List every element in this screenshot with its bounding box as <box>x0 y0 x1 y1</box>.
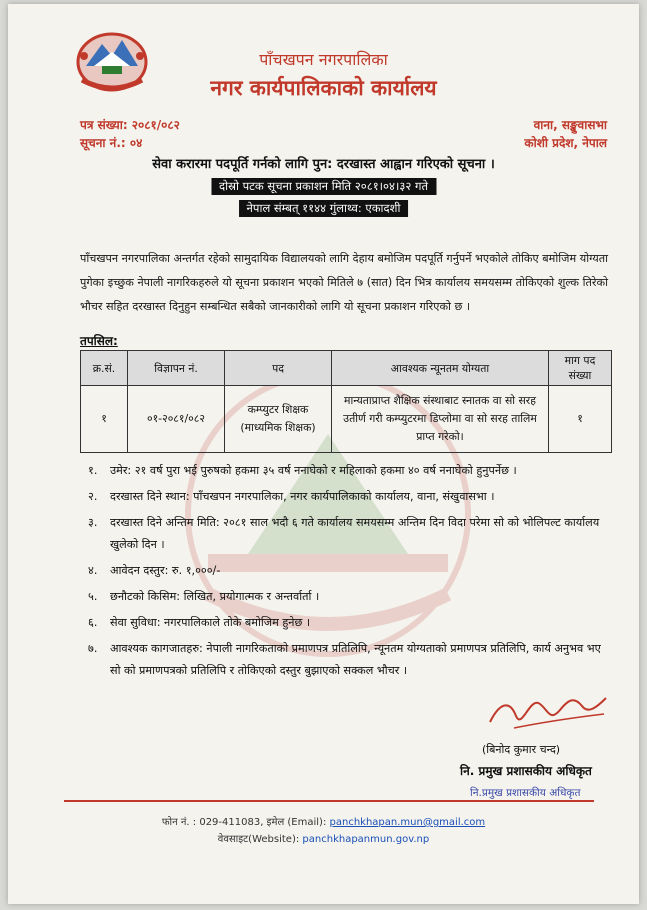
nepal-sambat-bar: नेपाल संम्बत् ११४४ गुंलाथ्व: एकादशी <box>239 200 409 217</box>
item-text: दरखास्त दिने स्थान: पाँचखपन नगरपालिका, नगर कार्यपालिकाको कार्यालय, वाना, संखुवासभा । <box>110 490 495 503</box>
footer-contact <box>8 814 639 828</box>
conditions-list <box>88 460 608 686</box>
vacancy-table <box>80 350 612 453</box>
footer-divider <box>64 800 594 802</box>
list-item <box>88 612 608 634</box>
notice-page <box>8 4 639 904</box>
item-text: सेवा सुविधा: नगरपालिकाले तोके बमोजिम हुनेछ । <box>110 616 311 629</box>
item-number: १. <box>88 464 98 477</box>
municipality-name: पाँचखपन नगरपालिका <box>259 50 388 69</box>
col-required-count: माग पद संख्या <box>549 351 612 386</box>
notice-paragraph: पाँचखपन नगरपालिका अन्तर्गत रहेको सामुदायिक विद्यालयको लागि देहाय बमोजिम पदपूर्ति गर्नुपर्ने भएकोले तोकिए बमोजिम योग्यता पुगेका इच्छुक नेपाली नागरिकहरुले यो सूचना प्रकाशन भएको मितिले ७ (सात) दिन भित्र कार्यालय समयसम्म तोकिएको शुल्क तिरेको भौचर सहित दरखास्त दिनुहुन सम्बन्धित सबैको जानकारीको लागि यो सूचना प्रकाशन गरिएको छ । <box>80 252 608 313</box>
col-serial: क्र.सं. <box>81 351 128 386</box>
item-number: ७. <box>88 642 98 655</box>
list-item <box>88 460 608 482</box>
item-text: आवेदन दस्तुर: रु. १,०००/- <box>110 564 221 577</box>
col-qualification: आवश्यक न्यूनतम योग्यता <box>332 351 549 386</box>
cell-post: कम्प्युटर शिक्षक (माध्यमिक शिक्षक) <box>225 386 332 453</box>
item-text: दरखास्त दिने अन्तिम मिति: २०८१ साल भदौ ६ गते कार्यालय समयसम्म अन्तिम दिन विदा परेमा सो को भोलिपल्ट कार्यालय खुलेको दिन । <box>110 516 600 551</box>
signatory-name: (बिनोद कुमार चन्द) <box>482 743 561 756</box>
list-item <box>88 512 608 556</box>
list-item <box>88 586 608 608</box>
office-name: नगर कार्यपालिकाको कार्यालय <box>210 76 437 100</box>
details-label: तपसिल: <box>80 334 118 348</box>
list-item <box>88 560 608 582</box>
list-item <box>88 486 608 508</box>
cell-advertisement-no: ०१-२०८१/०८२ <box>128 386 225 453</box>
item-text: उमेर: २१ वर्ष पुरा भई पुरुषको हकमा ३५ वर्ष ननाघेको र महिलाको हकमा ४० वर्ष ननाघेको हुनुपर्नेछ । <box>110 464 517 477</box>
notice-number: सूचना नं.: ०४ <box>80 136 143 150</box>
item-number: ६. <box>88 616 98 629</box>
official-stamp: नि.प्रमुख प्रशासकीय अधिकृत <box>470 786 580 802</box>
footer-website-link[interactable]: panchkhapanmun.gov.np <box>302 834 430 845</box>
handwritten-signature <box>484 692 614 732</box>
letter-number: पत्र संख्या: २०८१/०८२ <box>80 118 180 132</box>
publication-date-bar: दोस्रो पटक सूचना प्रकाशन मिति २०८१।०४।३२ गते <box>211 178 436 195</box>
notice-title: सेवा करारमा पदपूर्ति गर्नको लागि पुन: दरखास्त आह्वान गरिएको सूचना । <box>152 157 495 172</box>
footer-email-link[interactable]: panchkhapan.mun@gmail.com <box>329 817 486 828</box>
list-item <box>88 638 608 682</box>
cell-qualification: मान्यताप्राप्त शैक्षिक संस्थाबाट स्नातक वा सो सरह उतीर्ण गरी कम्प्युटरमा डिप्लोमा वा सो सरह तालिम प्राप्त गरेको। <box>332 386 549 453</box>
item-number: ३. <box>88 516 98 529</box>
item-number: ४. <box>88 564 98 577</box>
address-line-1: वाना, सङ्खुवासभा <box>533 118 607 132</box>
table-row <box>81 386 612 453</box>
item-number: २. <box>88 490 98 503</box>
item-text: छनौटको किसिम: लिखित, प्रयोगात्मक र अन्तर्वार्ता । <box>110 590 320 603</box>
cell-serial: १ <box>81 386 128 453</box>
col-post: पद <box>225 351 332 386</box>
item-text: आवश्यक कागजातहरु: नेपाली नागरिकताको प्रमाणपत्र प्रतिलिपि, न्यूनतम योग्यताको प्रमाणपत्र प्रतिलिपि, कार्य अनुभव भए सो को प्रमाणपत्रको प्रतिलिपि र तोकिएको दस्तुर बुझाएको सक्कल भौचर । <box>110 642 601 677</box>
col-advertisement-no: विज्ञापन नं. <box>128 351 225 386</box>
signatory-title: नि. प्रमुख प्रशासकीय अधिकृत <box>460 764 592 778</box>
footer-website <box>8 831 639 845</box>
footer-phone: फोन नं. : 029-411083, इमेल (Email): <box>161 817 327 828</box>
footer-website-label: वेवसाइट(Website): <box>217 834 300 845</box>
item-number: ५. <box>88 590 98 603</box>
address-line-2: कोशी प्रदेश, नेपाल <box>524 136 607 150</box>
table-header-row <box>81 351 612 386</box>
cell-required-count: १ <box>549 386 612 453</box>
